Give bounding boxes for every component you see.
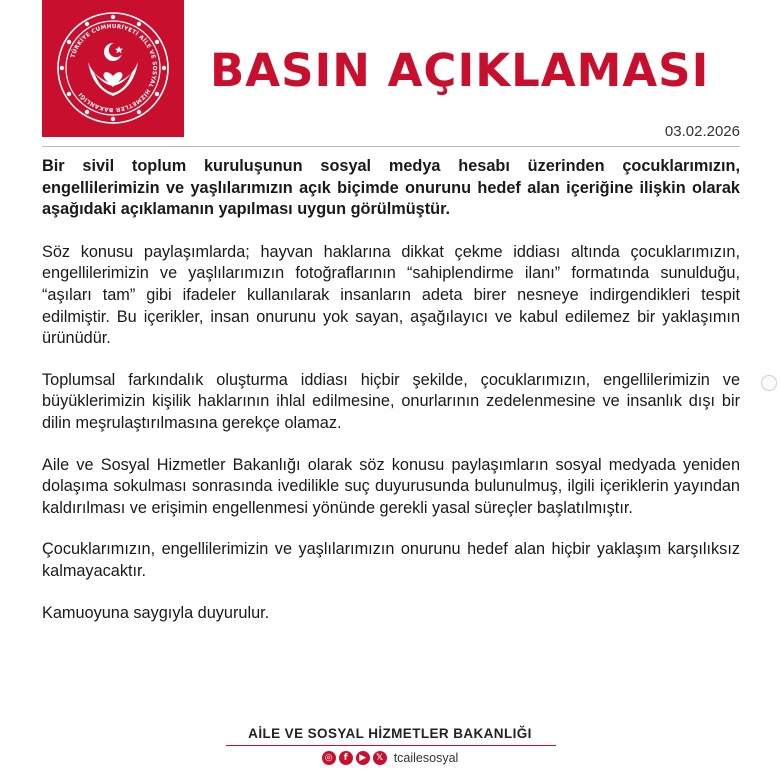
divider: [42, 146, 740, 147]
x-icon[interactable]: 𝕏: [373, 751, 387, 765]
social-handle[interactable]: tcailesosyal: [393, 751, 459, 765]
svg-text:TÜRKİYE CUMHURİYETİ AİLE VE SO: TÜRKİYE CUMHURİYETİ AİLE VE SOSYAL HİZMETLER BAKANLIĞI: [70, 23, 158, 113]
closing-line: Kamuoyuna saygıyla duyurulur.: [42, 603, 270, 622]
social-links: [0, 751, 780, 765]
instagram-icon[interactable]: ◎: [322, 751, 336, 765]
paragraph: Toplumsal farkındalık oluşturma iddiası hiçbir şekilde, çocuklarımızın, engellilerimizin ve büyüklerimizin kişilik haklarının ihlal edilmesine, onurlarının zedelenmesine ve insanlık dışı bir dilin meşrulaştırılmasına gerekçe olamaz.: [42, 370, 740, 432]
ministry-name: AİLE VE SOSYAL HİZMETLER BAKANLIĞI: [248, 726, 532, 741]
paragraph: Aile ve Sosyal Hizmetler Bakanlığı olarak söz konusu paylaşımların sosyal medyada yeniden dolaşıma sokulması sonrasında ivedilikle suç duyurusunda bulunulmuş, ilgili içeriklerin yayından kaldırılması ve erişimin engellenmesi yönünde gerekli yasal süreçler başlatılmıştır.: [42, 455, 740, 517]
page-title: BASIN AÇIKLAMASI: [210, 44, 710, 97]
youtube-icon[interactable]: ▶: [356, 751, 370, 765]
ministry-logo: [42, 0, 184, 137]
press-release-body: [42, 156, 740, 644]
press-date: 03.02.2026: [664, 123, 740, 140]
carousel-indicator[interactable]: [761, 375, 777, 391]
lead-paragraph: Bir sivil toplum kuruluşunun sosyal medya hesabı üzerinden çocuklarımızın, engellilerimizin ve yaşlılarımızın açık biçimde onurunu hedef alan içeriğine ilişkin olarak aşağıdaki açıklamanın yapılması uygun görülmüştür.: [42, 157, 740, 219]
paragraph: Çocuklarımızın, engellilerimizin ve yaşlılarımızın onurunu hedef alan hiçbir yaklaşım karşılıksız kalmayacaktır.: [42, 540, 740, 580]
emblem-icon: [42, 0, 184, 137]
facebook-icon[interactable]: f: [339, 751, 353, 765]
paragraph: Söz konusu paylaşımlarda; hayvan haklarına dikkat çekme iddiası altında çocuklarımızın, engellilerimizin ve yaşlılarımızın fotoğraflarının “sahiplendirme ilanı” formatında sunulduğu, “aşıları tam” gibi ifadeler kullanılarak insanların adeta birer nesneye indirgendikleri tespit edilmiştir. Bu içerikler, insan onurunu yok sayan, aşağılayıcı ve kabul edilemez bir yaklaşımın ürünüdür.: [42, 242, 740, 348]
header: [0, 0, 780, 150]
footer-divider: [226, 745, 556, 746]
